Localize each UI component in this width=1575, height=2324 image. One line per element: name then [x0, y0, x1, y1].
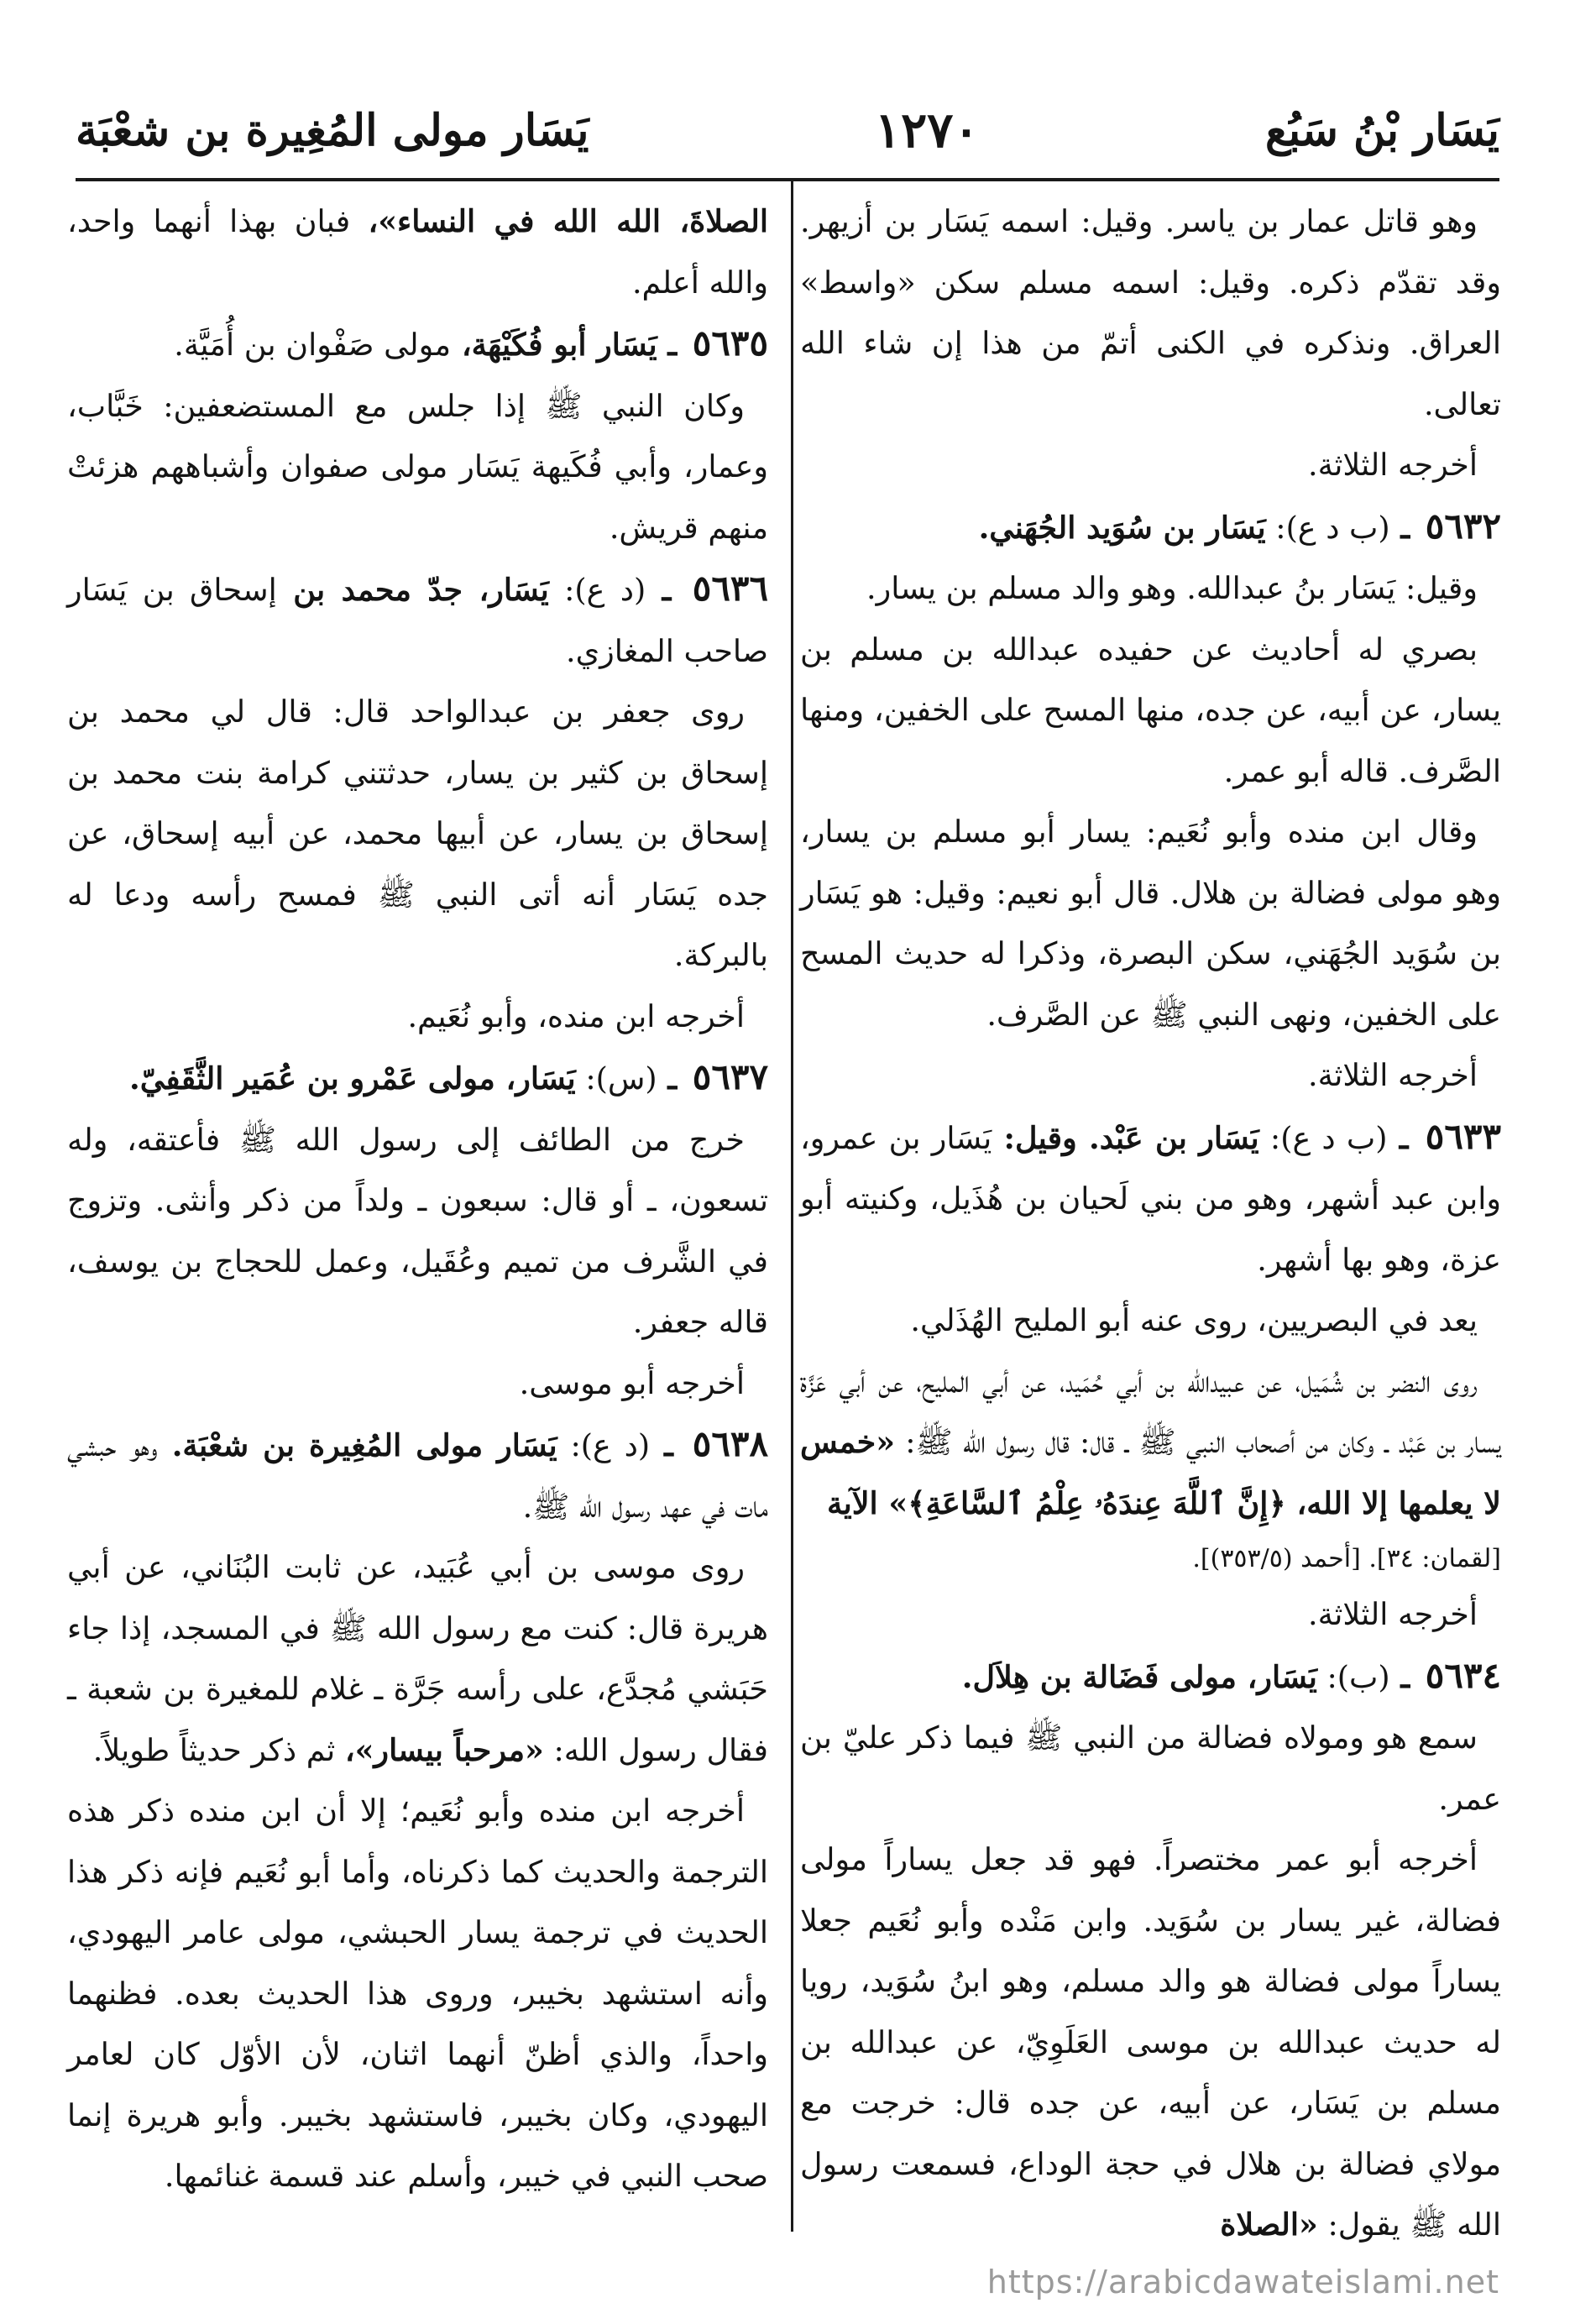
paragraph: [800, 1829, 1501, 2256]
entry-name: يَسَار بن عَبْد. وقيل:: [1003, 1119, 1259, 1156]
paragraph: [800, 558, 1501, 620]
paragraph-text: سمع هو ومولاه فضالة من النبي ﷺ فيما ذكر عليّ بن عمر.: [800, 1719, 1501, 1817]
entry-name: يَسَار أبو فُكَيْهَة،: [461, 327, 657, 363]
paragraph: [67, 1110, 768, 1353]
running-header: [76, 92, 1499, 168]
paragraph: [800, 1290, 1501, 1352]
entry-heading: ٥٦٣٦ ـ (د ع): يَسَار، جدّ محمد بن إسحاق بن يَسَار صاحب المغازي.: [67, 568, 769, 669]
entry-source: (د ع):: [548, 572, 646, 608]
header-left-title: يَسَار مولى المُغِيرة بن شعْبَة: [76, 104, 589, 156]
paragraph: [800, 620, 1501, 803]
entry-source: (ب د ع):: [1258, 1119, 1388, 1156]
paragraph-text: أخرجه الثلاثة.: [1308, 1596, 1478, 1632]
paragraph: [800, 1045, 1501, 1107]
paragraph: [800, 802, 1501, 1045]
paragraph-text: أخرجه ابن منده وأبو نُعَيم؛ إلا أن ابن منده ذكر هذه الترجمة والحديث كما ذكرناه، وأما أبو نُعَيم فإنه ذكر هذا الحديث في ترجمة يسار الحبشي، مولى عامر اليهودي، وأنه استشهد بخيبر، وروى هذا الحديث بعده. فظنهما واحداً، والذي أظنّ أنهما اثنان، لأن الأوّل كان لعامر اليهودي، وكان بخيبر، فاستشهد بخيبر. وأبو هريرة إنما صحب النبي في خيبر، وأسلم عند قسمة غنائمها.: [67, 1793, 768, 2194]
paragraph-text: خرج من الطائف إلى رسول الله ﷺ فأعتقه، وله تسعون، ـ أو قال: سبعون ـ ولداً من ذكر وأنثى. وتزوج في الشَّرف من تميم وعُقَيل، وعمل للحجاج بن يوسف، قاله جعفر.: [67, 1121, 768, 1340]
entry-heading: ٥٦٣٧ ـ (س): يَسَار، مولى عَمْرو بن عُمَير الثَّقَفِيّ.: [129, 1056, 768, 1097]
paragraph-text: روى جعفر بن عبدالواحد قال: قال لي محمد بن إسحاق بن كثير بن يسار، حدثتني كرامة بنت محمد بن إسحاق بن يسار، عن أبيها محمد، عن أبيه إسحاق، عن جده يَسَار أنه أتى النبي ﷺ فمسح رأسه ودعا له بالبركة.: [67, 694, 768, 973]
paragraph: [67, 1537, 768, 1781]
paragraph-text: أخرجه الثلاثة.: [1308, 447, 1478, 483]
entry-text: مولى صَفْوان بن أُمَيَّة.: [174, 327, 452, 363]
paragraph-text: وهو قاتل عمار بن ياسر. وقيل: اسمه يَسَار بن أزيهر. وقد تقدّم ذكره. وقيل: اسمه مسلم سكن «واسط» العراق. ونذكره في الكنى أتمّ من هذا إن شاء الله تعالى.: [800, 203, 1501, 422]
paragraph-text: روى موسى بن أبي عُبَيد، عن ثابت البُنَاني، عن أبي هريرة قال: كنت مع رسول الله ﷺ في المسجد، إذا جاء حَبَشي مُجدَّع، على رأسه جَرَّة ـ غلام للمغيرة بن شعبة ـ فقال رسول الله:: [67, 1549, 768, 1768]
left-column: [67, 191, 768, 2223]
entry-source: (ب):: [1316, 1658, 1390, 1695]
paragraph-text: أخرجه ابن منده، وأبو نُعَيم.: [407, 997, 745, 1034]
bold-quote: «خمس لا يعلمها إلا الله، ﴿إِنَّ ٱللَّهَ عِندَهُۥ عِلْمُ ٱلسَّاعَةِ﴾» الآية: [800, 1424, 1501, 1521]
paragraph-text: وقيل: يَسَار بنُ عبدالله. وهو والد مسلم بن يسار.: [866, 570, 1478, 606]
entry-heading: ٥٦٣٣ ـ (ب د ع): يَسَار بن عَبْد. وقيل: يَسَار بن عمرو، وابن عبد أشهر، وهو من بني لَحيان بن هُذَيل، وكنيته أبو عزة، وهو بها أشهر.: [800, 1115, 1502, 1278]
paragraph: [67, 987, 768, 1048]
paragraph-text: يعد في البصريين، روى عنه أبو المليح الهُذَلي.: [910, 1302, 1478, 1338]
header-right-title: يَسَار بْنُ سَبُع: [1264, 104, 1499, 156]
bold-quote: «مرحباً بيسار»،: [344, 1731, 544, 1768]
entry-name: يَسَار، مولى فَضَالة بن هِلاَل.: [961, 1658, 1317, 1695]
entry-heading: ٥٦٣٨ ـ (د ع): يَسَار مولى المُغِيرة بن شعْبَة. وهو حبشي مات في عهد رسول الله ﷺ.: [67, 1423, 769, 1525]
entry-heading: ٥٦٣٤ ـ (ب): يَسَار، مولى فَضَالة بن هِلاَل.: [961, 1654, 1501, 1696]
entry-text: إسحاق بن يَسَار صاحب المغازي.: [67, 572, 768, 669]
paragraph-text: روى النضر بن شُمَيل، عن عبيدالله بن أبي حُمَيد، عن أبي المليح، عن أبي عَزَّة يسار بن عَبْد ـ وكان من أصحاب النبي ﷺ ـ قال: قال رسول الله ﷺ:: [800, 1363, 1501, 1460]
entry-number: ٥٦٣٥: [692, 322, 768, 364]
paragraph: [800, 435, 1501, 496]
paragraph-text: ثم ذكر حديثاً طويلاً.: [92, 1731, 336, 1768]
paragraph: [67, 682, 768, 987]
paragraph: [800, 1708, 1501, 1829]
entry-text: يَسَار بن عمرو، وابن عبد أشهر، وهو من بني لَحيان بن هُذَيل، وكنيته أبو عزة، وهو بها أشهر.: [800, 1119, 1501, 1278]
paragraph-text: أخرجه أبو موسى.: [519, 1364, 745, 1401]
entry-number: ٥٦٣٧: [692, 1056, 768, 1097]
paragraph-text: وقال ابن منده وأبو نُعَيم: يسار أبو مسلم بن يسار، وهو مولى فضالة بن هلال. قال أبو نعيم: وقيل: هو يَسَار بن سُوَيد الجُهَني، سكن البصرة، وذكرا له حديث المسح على الخفين، ونهى النبي ﷺ عن الصَّرف.: [800, 814, 1501, 1033]
paragraph: [800, 1352, 1501, 1535]
citation: [لقمان: ٣٤]. [أحمد (٣٥٣/٥)].: [1192, 1544, 1501, 1573]
entry-name: يَسَار، جدّ محمد بن: [293, 572, 549, 608]
entry-number: ٥٦٣٨: [692, 1423, 769, 1464]
entry-number: ٥٦٣٣: [1425, 1115, 1502, 1157]
paragraph: [67, 191, 768, 313]
bold-quote: الصلاةَ، الله الله في النساء»،: [368, 203, 769, 239]
entry-number: ٥٦٣٦: [692, 568, 769, 609]
watermark-url: https://arabicdawateislami.net: [986, 2264, 1499, 2300]
entry-name: يَسَار، مولى عَمْرو بن عُمَير الثَّقَفِيّ.: [129, 1060, 576, 1097]
paragraph: [67, 1781, 768, 2207]
entry-source: (ب د ع):: [1265, 509, 1390, 546]
paragraph-text: أخرجه أبو عمر مختصراً. فهو قد جعل يساراً مولى فضالة، غير يسار بن سُوَيد. وابن مَنْده وأبو نُعَيم جعلا يساراً مولى فضالة هو والد مسلم، وهو ابنُ سُوَيد، رويا له حديث عبدالله بن موسى العَلَوِيّ، عن عبدالله بن مسلم بن يَسَار، عن أبيه، عن جده قال: خرجت مع مولاي فضالة بن هلال في حجة الوداع، فسمعت رسول الله ﷺ يقول:: [800, 1841, 1501, 2243]
bold-quote: «الصلاة: [1220, 2206, 1318, 2243]
paragraph-text: وكان النبي ﷺ إذا جلس مع المستضعفين: خَبَّاب، وعمار، وأبي فُكَيهة يَسَار مولى صفوان وأشباههم هزئتْ منهم قريش.: [67, 387, 768, 546]
paragraph-text: بصري له أحاديث عن حفيده عبدالله بن مسلم بن يسار، عن أبيه، عن جده، منها المسح على الخفين، ومنها الصَّرف. قاله أبو عمر.: [800, 631, 1501, 789]
entry-heading: ٥٦٣٥ ـ يَسَار أبو فُكَيْهَة، مولى صَفْوان بن أُمَيَّة.: [174, 322, 768, 364]
entry-source: (س):: [575, 1060, 657, 1097]
right-column: [800, 191, 1502, 2243]
paragraph: [67, 1353, 768, 1415]
entry-number: ٥٦٣٤: [1425, 1654, 1501, 1696]
entry-source: (د ع):: [557, 1427, 651, 1463]
paragraph-text: فبان بهذا أنهما واحد، والله أعلم.: [67, 203, 768, 301]
paragraph: [800, 191, 1501, 435]
header-rule: [76, 178, 1499, 181]
paragraph: [67, 376, 768, 559]
entry-text: وهو حبشي مات في عهد رسول الله ﷺ.: [67, 1427, 768, 1525]
entry-heading: ٥٦٣٢ ـ (ب د ع): يَسَار بن سُوَيد الجُهَني.: [978, 505, 1501, 547]
entry-name: يَسَار بن سُوَيد الجُهَني.: [978, 509, 1266, 546]
page-number: ١٢٧٠: [874, 102, 980, 159]
column-divider: [791, 178, 793, 2232]
entry-number: ٥٦٣٢: [1425, 505, 1501, 547]
paragraph: [800, 1584, 1501, 1646]
entry-name: يَسَار مولى المُغِيرة بن شعْبَة.: [171, 1427, 557, 1463]
paragraph-text: أخرجه الثلاثة.: [1308, 1057, 1478, 1093]
